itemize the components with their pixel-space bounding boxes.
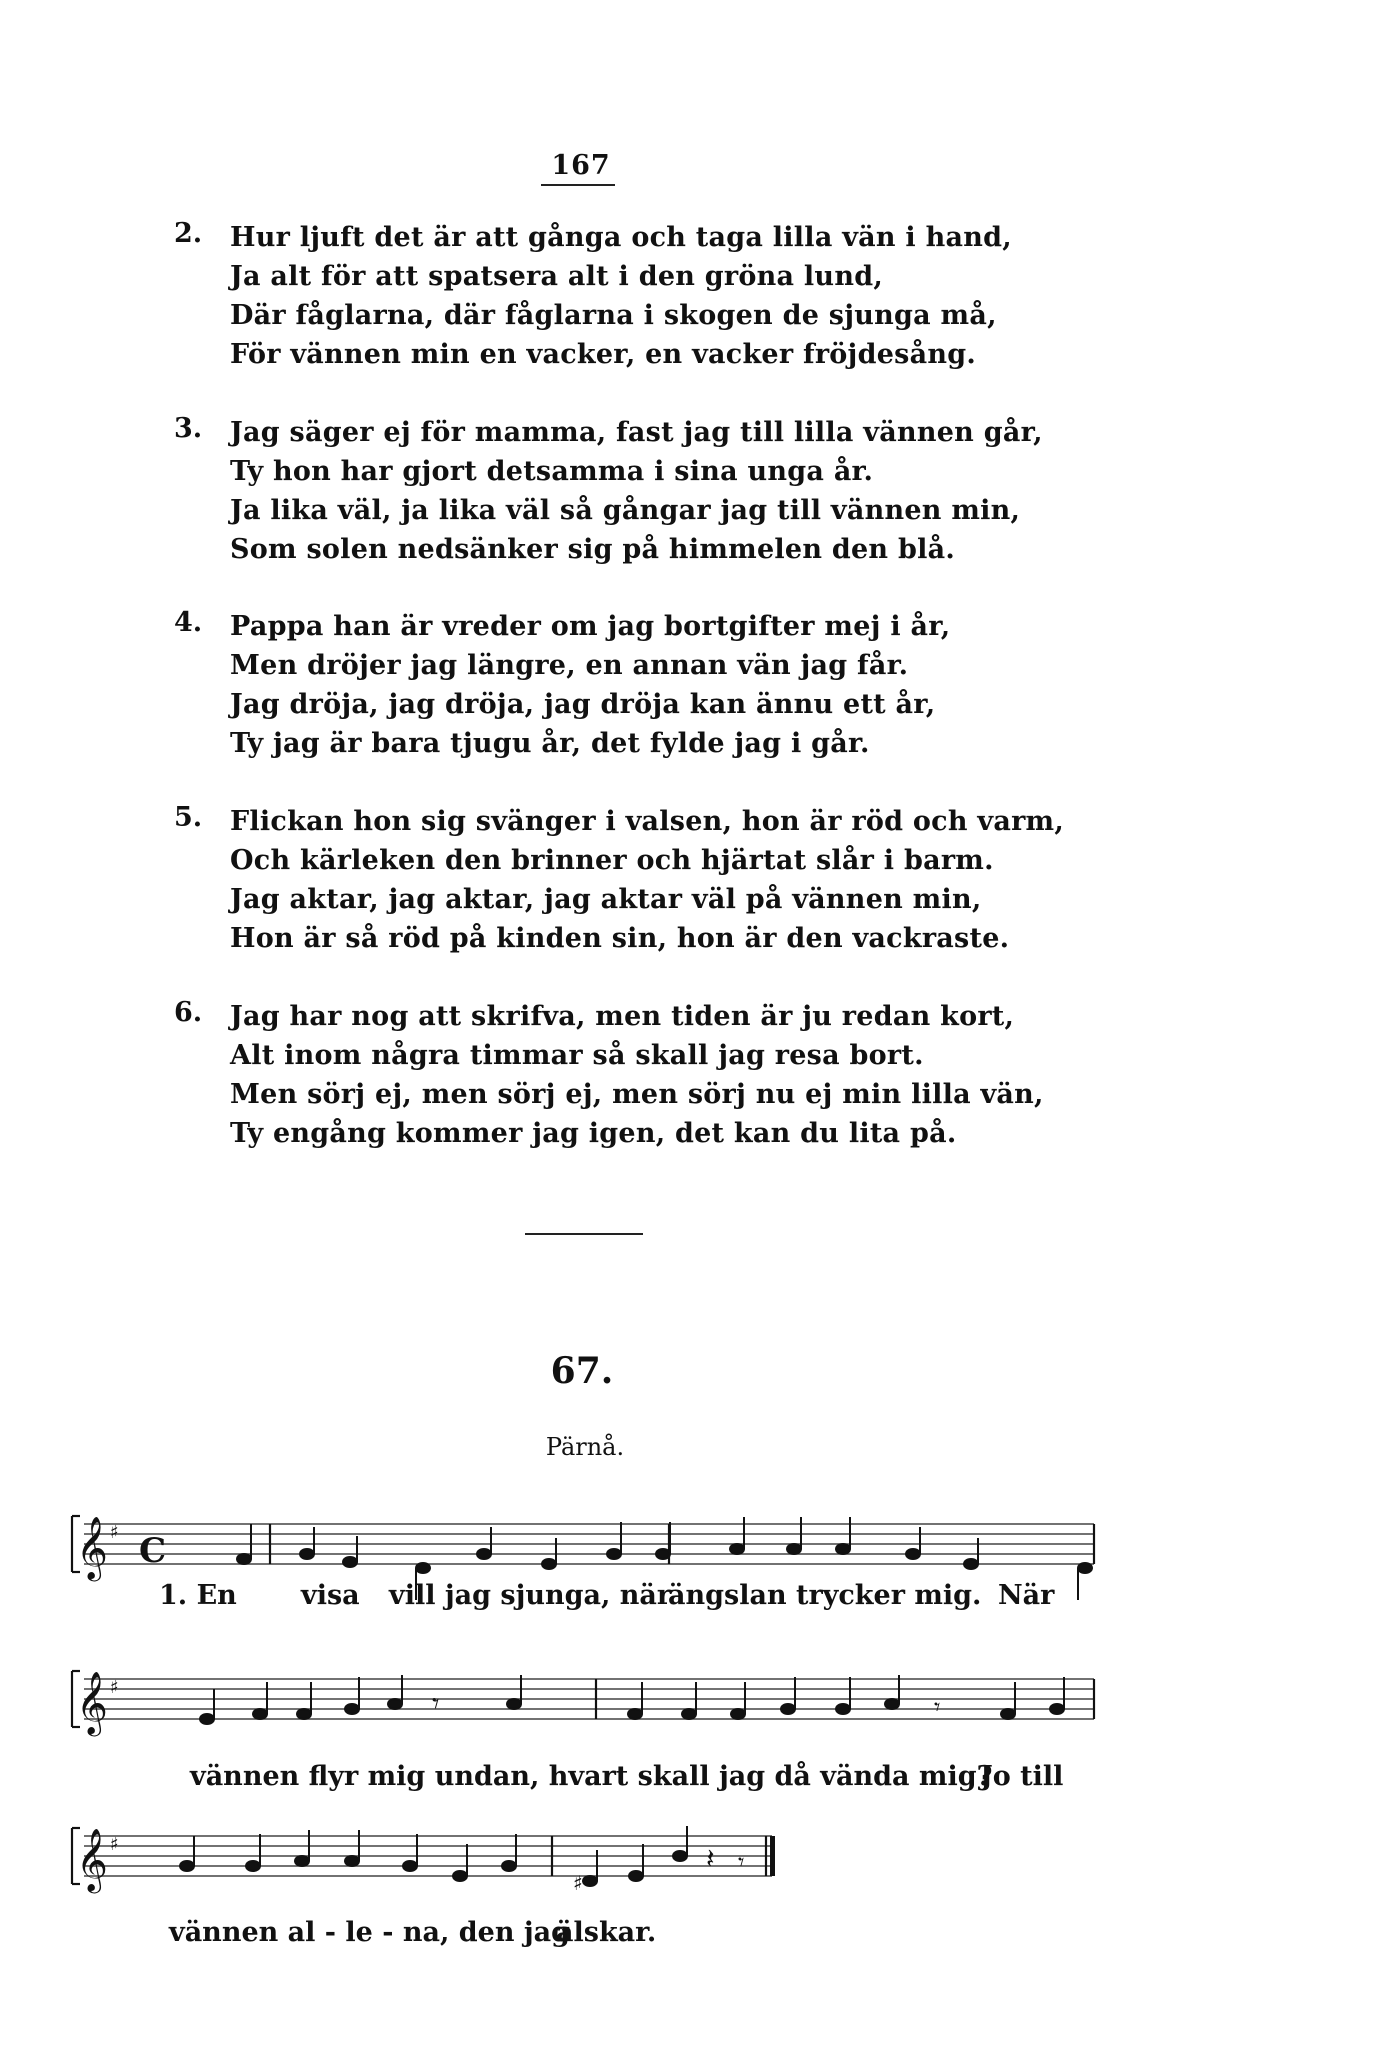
song-number: 67. <box>550 1350 614 1392</box>
section-separator <box>525 1233 643 1235</box>
lyric: vännen al - le - na, den jag <box>169 1917 571 1948</box>
treble-clef-icon: 𝄞 <box>76 1828 108 1891</box>
lyric: visa <box>301 1580 360 1611</box>
rest-icon: 𝄾 <box>738 1848 745 1876</box>
stanza-number: 4. <box>174 607 203 638</box>
stanza-lines <box>230 997 1050 1153</box>
lyric: 1. En <box>159 1580 237 1611</box>
verse-line: Och kärleken den brinner och hjärtat slår i barm. <box>230 845 994 876</box>
verse-line: Jag har nog att skrifva, men tiden är ju redan kort, <box>230 1001 1015 1032</box>
stanza-lines <box>230 413 1050 569</box>
lyric: vännen flyr mig undan, hvart skall jag då vända mig? <box>190 1761 993 1792</box>
verse-line: Men dröjer jag längre, en annan vän jag får. <box>230 650 909 681</box>
sharp-icon: ♯ <box>110 1677 119 1698</box>
sharp-icon: ♯ <box>573 1871 583 1895</box>
stanza-lines <box>230 607 1050 763</box>
page-number: 167 <box>551 150 611 181</box>
lyrics-row-3 <box>58 1917 1098 1957</box>
stanza-number: 5. <box>174 802 203 833</box>
verse-line: Hur ljuft det är att gånga och taga lilla vän i hand, <box>230 222 1012 253</box>
stanza-number: 6. <box>174 997 203 1028</box>
verse-line: Pappa han är vreder om jag bortgifter mej i år, <box>230 611 951 642</box>
sharp-icon: ♯ <box>110 1834 119 1855</box>
time-signature: C <box>139 1531 167 1571</box>
rest-icon: 𝄽 <box>706 1842 715 1875</box>
sharp-icon: ♯ <box>110 1522 119 1543</box>
stanza-lines <box>230 218 1050 374</box>
treble-clef-icon: 𝄞 <box>76 1671 108 1734</box>
stanza-number: 3. <box>174 413 203 444</box>
music-staff-svg <box>58 1810 778 1920</box>
verse-line: Ty hon har gjort detsamma i sina unga år. <box>230 456 874 487</box>
stanza-lines <box>230 802 1065 958</box>
verse-line: Ja alt för att spatsera alt i den gröna lund, <box>230 261 883 292</box>
lyric: älskar. <box>556 1917 657 1948</box>
music-system-2 <box>58 1653 1098 1792</box>
lyrics-row-2 <box>58 1761 1098 1801</box>
lyric: Jo till <box>980 1761 1064 1792</box>
page-number-underline <box>541 184 615 186</box>
lyrics-row-1 <box>58 1580 1098 1620</box>
verse-line: Flickan hon sig svänger i valsen, hon är röd och varm, <box>230 806 1065 837</box>
verse-line: Ty engång kommer jag igen, det kan du lita på. <box>230 1118 957 1149</box>
rest-icon: 𝄾 <box>432 1687 440 1720</box>
verse-line: Ty jag är bara tjugu år, det fylde jag i går. <box>230 728 870 759</box>
lyric: vill jag sjunga, när <box>389 1580 672 1611</box>
verse-line: Jag säger ej för mamma, fast jag till lilla vännen går, <box>230 417 1043 448</box>
lyric: ängslan trycker mig. <box>668 1580 982 1611</box>
verse-line: Jag aktar, jag aktar, jag aktar väl på vännen min, <box>230 884 982 915</box>
stanza-number: 2. <box>174 218 203 249</box>
verse-line: Men sörj ej, men sörj ej, men sörj nu ej min lilla vän, <box>230 1079 1044 1110</box>
verse-line: Hon är så röd på kinden sin, hon är den vackraste. <box>230 923 1010 954</box>
music-staff-svg <box>58 1653 1098 1763</box>
lyric: När <box>998 1580 1055 1611</box>
treble-clef-icon: 𝄞 <box>76 1516 108 1579</box>
verse-line: Jag dröja, jag dröja, jag dröja kan ännu ett år, <box>230 689 936 720</box>
verse-line: För vännen min en vacker, en vacker fröjdesång. <box>230 339 976 370</box>
verse-line: Som solen nedsänker sig på himmelen den blå. <box>230 534 955 565</box>
music-system-3 <box>58 1810 1098 1948</box>
rest-icon: 𝄾 <box>934 1693 941 1721</box>
verse-line: Ja lika väl, ja lika väl så gångar jag till vännen min, <box>230 495 1021 526</box>
song-place: Pärnå. <box>545 1433 625 1461</box>
verse-line: Där fåglarna, där fåglarna i skogen de sjunga må, <box>230 300 997 331</box>
verse-line: Alt inom några timmar så skall jag resa bort. <box>230 1040 924 1071</box>
music-system-1 <box>58 1500 1098 1610</box>
